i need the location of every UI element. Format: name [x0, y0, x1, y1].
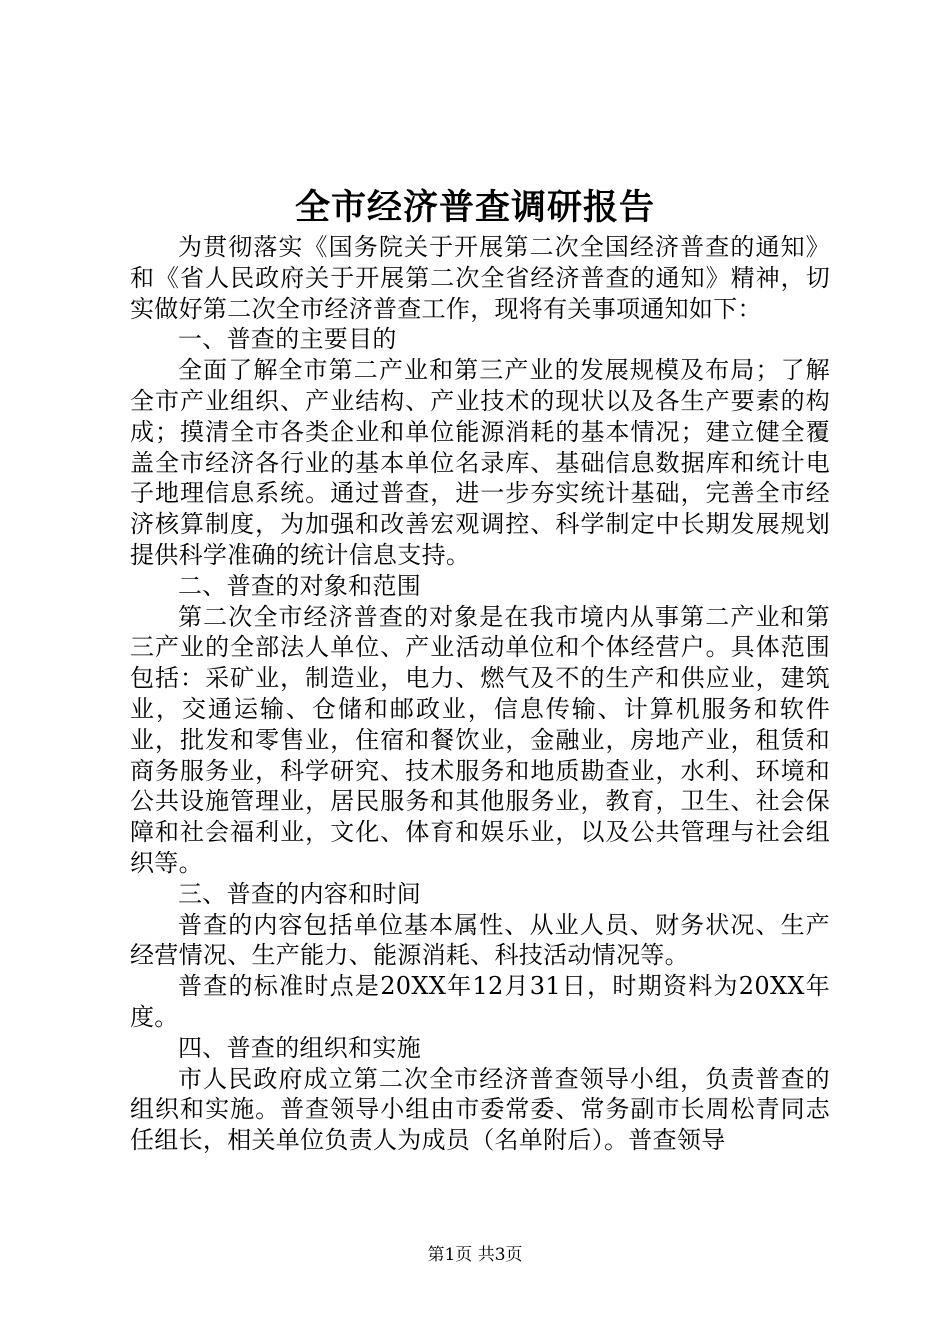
page-footer: 第1页 共3页	[427, 1245, 523, 1265]
section-paragraph: 普查的内容包括单位基本属性、从业人员、财务状况、生产经营情况、生产能力、能源消耗、科技活动情况等。	[130, 910, 830, 970]
section-paragraph: 普查的标准时点是20XX年12月31日，时期资料为20XX年度。	[130, 972, 830, 1031]
section-heading-1: 一、普查的主要目的	[178, 325, 397, 354]
section-paragraph: 市人民政府成立第二次全市经济普查领导小组，负责普查的组织和实施。普查领导小组由市委常委、常务副市长周松青同志任组长，相关单位负责人为成员（名单附后）。普查领导	[130, 1064, 830, 1155]
document-body	[130, 232, 830, 1156]
document-title: 全市经济普查调研报告	[294, 187, 655, 228]
intro-paragraph: 为贯彻落实《国务院关于开展第二次全国经济普查的通知》和《省人民政府关于开展第二次全省经济普查的通知》精神，切实做好第二次全市经济普查工作，现将有关事项通知如下：	[130, 233, 830, 323]
section-paragraph: 全面了解全市第二产业和第三产业的发展规模及布局；了解全市产业组织、产业结构、产业技术的现状以及各生产要素的构成；摸清全市各类企业和单位能源消耗的基本情况；建立健全覆盖全市经济各行业的基本单位名录库、基础信息数据库和统计电子地理信息系统。通过普查，进一步夯实统计基础，完善全市经济核算制度，为加强和改善宏观调控、科学制定中长期发展规划提供科学准确的统计信息支持。	[130, 356, 830, 569]
section-heading-3: 三、普查的内容和时间	[178, 879, 421, 908]
section-heading-2: 二、普查的对象和范围	[178, 571, 421, 600]
section-heading-4: 四、普查的组织和实施	[178, 1033, 421, 1062]
section-paragraph: 第二次全市经济普查的对象是在我市境内从事第二产业和第三产业的全部法人单位、产业活动单位和个体经营户。具体范围包括：采矿业，制造业，电力、燃气及不的生产和供应业，建筑业，交通运输、仓储和邮政业，信息传输、计算机服务和软件业，批发和零售业，住宿和餐饮业，金融业，房地产业，租赁和商务服务业，科学研究、技术服务和地质勘查业，水利、环境和公共设施管理业，居民服务和其他服务业，教育，卫生、社会保障和社会福利业，文化、体育和娱乐业，以及公共管理与社会组织等。	[130, 602, 830, 877]
